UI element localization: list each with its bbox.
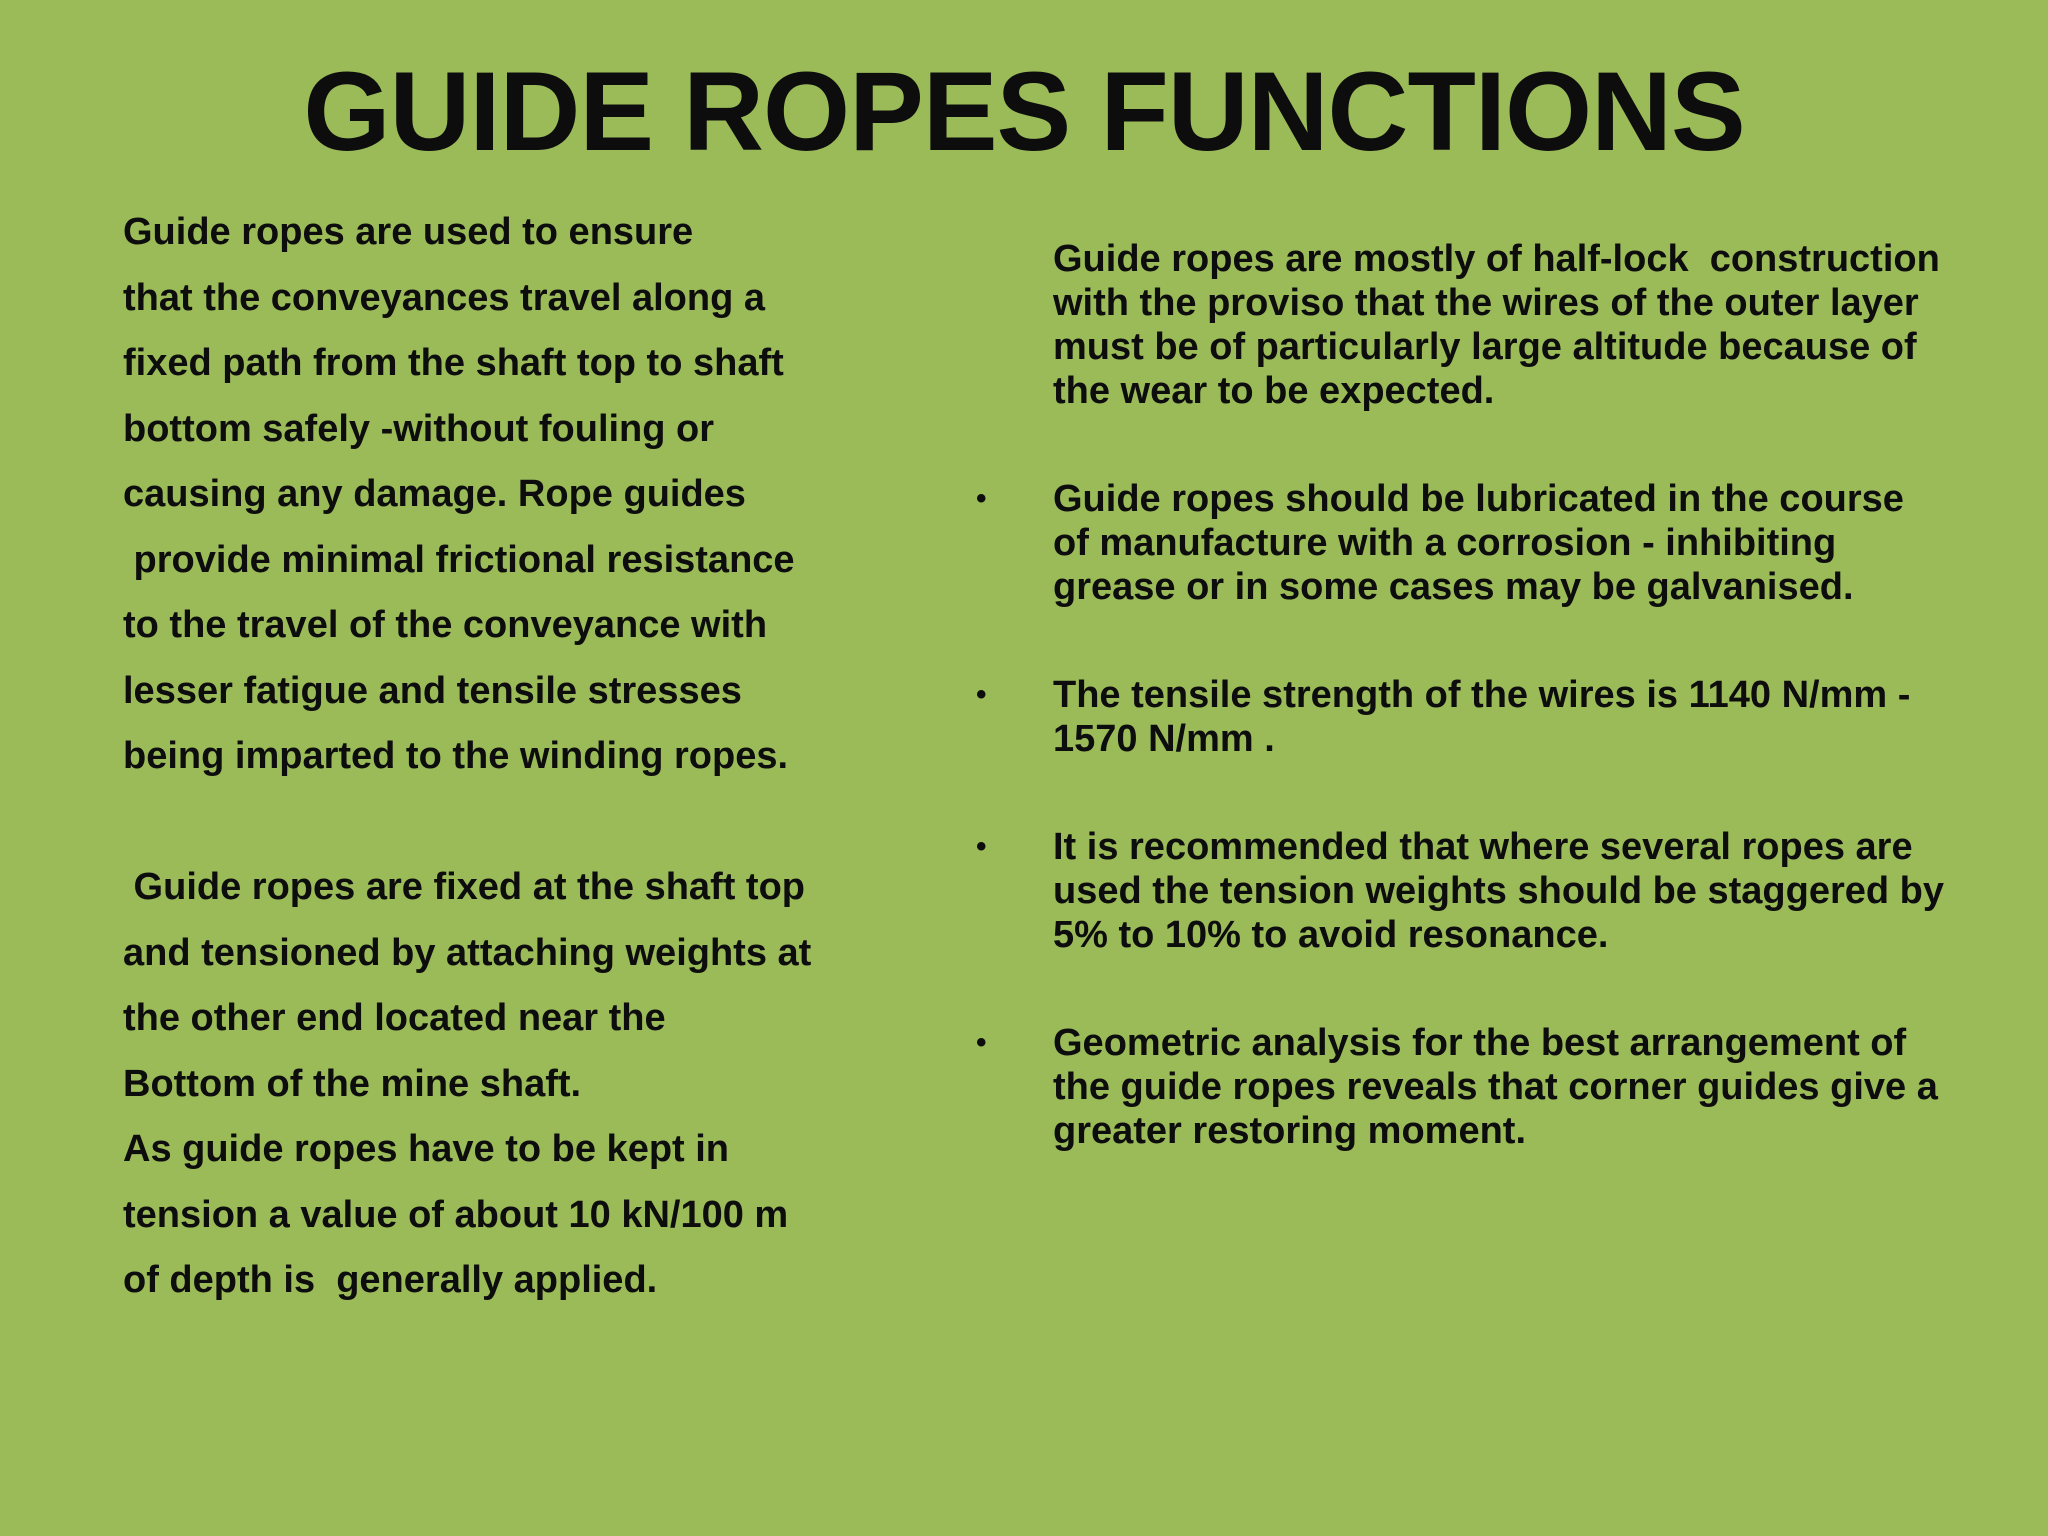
text-line: greater restoring moment. xyxy=(1053,1110,1526,1152)
text-line: The tensile strength of the wires is 1140 N/mm - xyxy=(1053,674,1911,716)
bullet-icon: • xyxy=(976,830,987,863)
bullet-item-geometric-analysis xyxy=(976,1021,2003,1153)
text-line: the wear to be expected. xyxy=(1053,370,1495,412)
bullet-icon: • xyxy=(976,678,987,711)
left-paragraph-1 xyxy=(123,200,883,1314)
text-line: of depth is generally applied. xyxy=(123,1259,658,1301)
text-line: 5% to 10% to avoid resonance. xyxy=(1053,914,1609,956)
bullet-icon: • xyxy=(976,1026,987,1059)
bullet-list xyxy=(976,477,2003,1153)
text-line: Bottom of the mine shaft. xyxy=(123,1062,582,1105)
text-line: the guide ropes reveals that corner guides give a xyxy=(1053,1066,1938,1108)
text-line: fixed path from the shaft top to shaft xyxy=(123,342,784,384)
text-line: lesser fatigue and tensile stresses xyxy=(123,669,742,712)
right-text-column xyxy=(976,237,2003,1217)
text-line: As guide ropes have to be kept in xyxy=(123,1128,730,1170)
text-line: the other end located near the xyxy=(123,997,666,1039)
text-line: It is recommended that where several ropes are xyxy=(1053,826,1913,868)
text-line: Guide ropes are fixed at the shaft top xyxy=(123,866,806,908)
text-line: of manufacture with a corrosion - inhibiting xyxy=(1053,522,1837,564)
text-line: that the conveyances travel along a xyxy=(123,276,766,319)
text-line: being imparted to the winding ropes. xyxy=(123,735,789,777)
slide-title: GUIDE ROPES FUNCTIONS xyxy=(303,49,1745,174)
bullet-item-tension-weights xyxy=(976,825,2003,957)
text-line: and tensioned by attaching weights at xyxy=(123,931,812,974)
bullet-item-lubrication xyxy=(976,477,2003,609)
bullet-icon: • xyxy=(976,482,987,515)
text-line: Geometric analysis for the best arrangement of xyxy=(1053,1022,1907,1064)
right-intro-paragraph xyxy=(1053,237,2003,413)
text-line: tension a value of about 10 kN/100 m xyxy=(123,1193,789,1236)
text-line: must be of particularly large altitude because of xyxy=(1053,326,1917,368)
text-line: with the proviso that the wires of the outer layer xyxy=(1053,282,1919,324)
left-text-column xyxy=(123,200,883,1314)
text-line: 1570 N/mm . xyxy=(1053,718,1275,760)
text-line: grease or in some cases may be galvanised. xyxy=(1053,566,1854,608)
text-line: provide minimal frictional resistance xyxy=(123,538,795,581)
text-line: Guide ropes should be lubricated in the course xyxy=(1053,478,1904,520)
text-line: causing any damage. Rope guides xyxy=(123,473,746,515)
text-line: Guide ropes are used to ensure xyxy=(123,211,694,253)
text-line: bottom safely -without fouling or xyxy=(123,407,715,450)
text-line: Guide ropes are mostly of half-lock construction xyxy=(1053,238,1940,280)
text-line: to the travel of the conveyance with xyxy=(123,604,768,646)
text-line: used the tension weights should be staggered by xyxy=(1053,870,1945,912)
bullet-item-tensile-strength xyxy=(976,673,2003,761)
